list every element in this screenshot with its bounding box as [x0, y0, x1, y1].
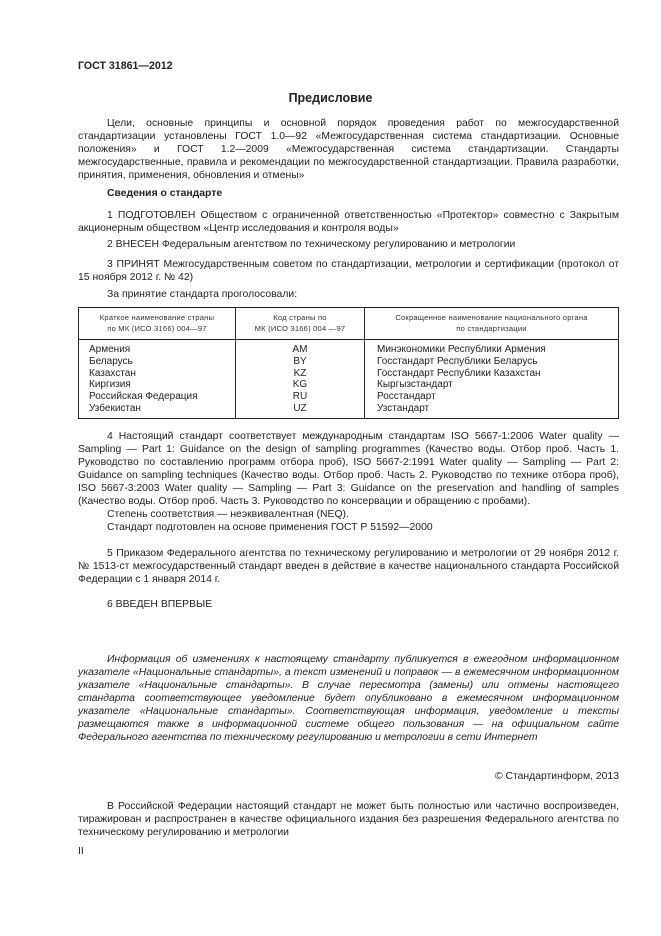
table-row — [79, 391, 619, 403]
cell-code: RU — [236, 391, 365, 403]
cell-country: Беларусь — [79, 356, 236, 368]
item-1-block — [78, 209, 619, 235]
table-row — [79, 356, 619, 368]
header-line: по МК (ИСО 3166) 004—97 — [107, 324, 207, 333]
section-title — [78, 187, 619, 200]
section-heading: Сведения о стандарте — [107, 188, 223, 199]
cell-country: Киргизия — [79, 379, 236, 391]
item-4-degree: Степень соответствия — неэквивалентная (NEQ). — [107, 509, 349, 520]
cell-code: BY — [236, 356, 365, 368]
page-title: Предисловие — [288, 91, 373, 105]
item-4-basis: Стандарт подготовлен на основе применения ГОСТ Р 51592—2000 — [107, 522, 433, 533]
item-5: 5 Приказом Федерального агентства по техническому регулированию и метрологии от 29 ноября 2012 г. № 1513-ст межгосударственный стандарт введен в действие в качестве национального стандарта Российской Федерации с 1 января 2014 г. — [78, 548, 619, 585]
col-header-country — [79, 308, 236, 340]
item-3: 3 ПРИНЯТ Межгосударственным советом по стандартизации, метрологии и сертификации (протокол от 15 ноября 2012 г. № 42) — [78, 259, 619, 283]
notice-block — [78, 653, 619, 744]
table-header-row — [79, 308, 619, 340]
intro-block — [78, 117, 619, 182]
cell-country: Российская Федерация — [79, 391, 236, 403]
header-line: Краткое наименование страны — [99, 313, 215, 322]
cell-body: Госстандарт Республики Казахстан — [377, 367, 541, 379]
vote-block — [78, 288, 619, 301]
document-id: ГОСТ 31861—2012 — [78, 60, 173, 72]
vote-text: За принятие стандарта проголосовали: — [107, 289, 298, 300]
cell-body: Росстандарт — [377, 391, 436, 403]
header-line: по стандартизации — [456, 324, 527, 333]
table-row — [79, 403, 619, 418]
header-line: МК (ИСО 3166) 004 —97 — [254, 324, 346, 333]
item-5-block — [78, 547, 619, 586]
table-row — [79, 340, 619, 356]
cell-code: KZ — [236, 368, 365, 380]
copyright: © Стандартинформ, 2013 — [494, 771, 619, 782]
cell-code: UZ — [236, 403, 365, 418]
restriction-text: В Российской Федерации настоящий стандарт не может быть полностью или частично воспроизведен, тиражирован и распространен в качестве официального издания без разрешения Федерального агентства по техническому регулированию и метрологии — [78, 801, 619, 838]
table-row — [79, 368, 619, 380]
cell-body: Узстандарт — [377, 402, 430, 414]
item-2-block — [78, 238, 619, 251]
intro-paragraph: Цели, основные принципы и основной порядок проведения работ по межгосударственной стандартизации установлены ГОСТ 1.0—92 «Межгосударственная система стандартизации. Основные положения» и ГОСТ 1.2—2009 «Межгосударственная система стандартизации. Стандарты межгосударственные, правила и рекомендации по межгосударственной стандартизации. Правила разработки, принятия, применения, обновления и отмены» — [78, 118, 619, 181]
table-row — [79, 379, 619, 391]
item-3-block — [78, 258, 619, 284]
cell-country: Армения — [79, 340, 236, 356]
cell-body: Кыргызстандарт — [377, 379, 453, 391]
restriction-block — [78, 800, 619, 839]
cell-code: KG — [236, 379, 365, 391]
item-4: 4 Настоящий стандарт соответствует международным стандартам ISO 5667-1:2006 Water quality — Sampling — Part 1: Guidance on the design of sampling programmes (Качество воды. Отбор проб. Часть 1. Руководство по составлению программ отбора проб), ISO 5667-2:1991 Water quality — Sampling — Part 2: Guidance on sampling techniques (Качество воды. Отбор проб. Часть 2. Руководство по технике отбора проб), ISO 5667-3:2003 Water quality — Sampling — Part 3: Guidance on the preservation and handling of samples (Качество воды. Отбор проб. Часть 3. Руководство по консервации и обращению с пробами). — [78, 431, 619, 507]
page-number: II — [78, 846, 84, 857]
changes-notice: Информация об изменениях к настоящему стандарту публикуется в ежегодном информационном указателе «Национальные стандарты», а текст изменений и поправок — в ежемесячном информационном указателе «Национальные стандарты». В случае пересмотра (замены) или отмены настоящего стандарта соответствующее уведомление будет опубликовано в ежемесячном информационном указателе «Национальные стандарты». Соответствующая информация, уведомление и тексты размещаются также в информационной системе общего пользования — на официальном сайте Федерального агентства по техническому регулированию и метрологии в сети Интернет — [78, 654, 619, 743]
cell-country: Казахстан — [79, 368, 236, 380]
item-6: 6 ВВЕДЕН ВПЕРВЫЕ — [107, 599, 213, 610]
item-1: 1 ПОДГОТОВЛЕН Обществом с ограниченной ответственностью «Протектор» совместно с Закрытым акционерным обществом «Центр исследования и контроля воды» — [78, 210, 619, 234]
header-line: Сокращенное наименование национального органа — [395, 313, 588, 322]
item-6-block — [78, 598, 619, 611]
voting-table — [78, 307, 619, 419]
cell-country: Узбекистан — [79, 403, 236, 418]
item-2: 2 ВНЕСЕН Федеральным агентством по техническому регулированию и метрологии — [107, 239, 516, 250]
header-line: Код страны по — [273, 313, 327, 322]
cell-body: Минэкономики Республики Армения — [377, 344, 546, 355]
cell-code: AM — [236, 340, 365, 356]
col-header-body — [365, 308, 619, 340]
col-header-code — [236, 308, 365, 340]
cell-body: Госстандарт Республики Беларусь — [377, 355, 538, 367]
item-4-block — [78, 430, 619, 534]
